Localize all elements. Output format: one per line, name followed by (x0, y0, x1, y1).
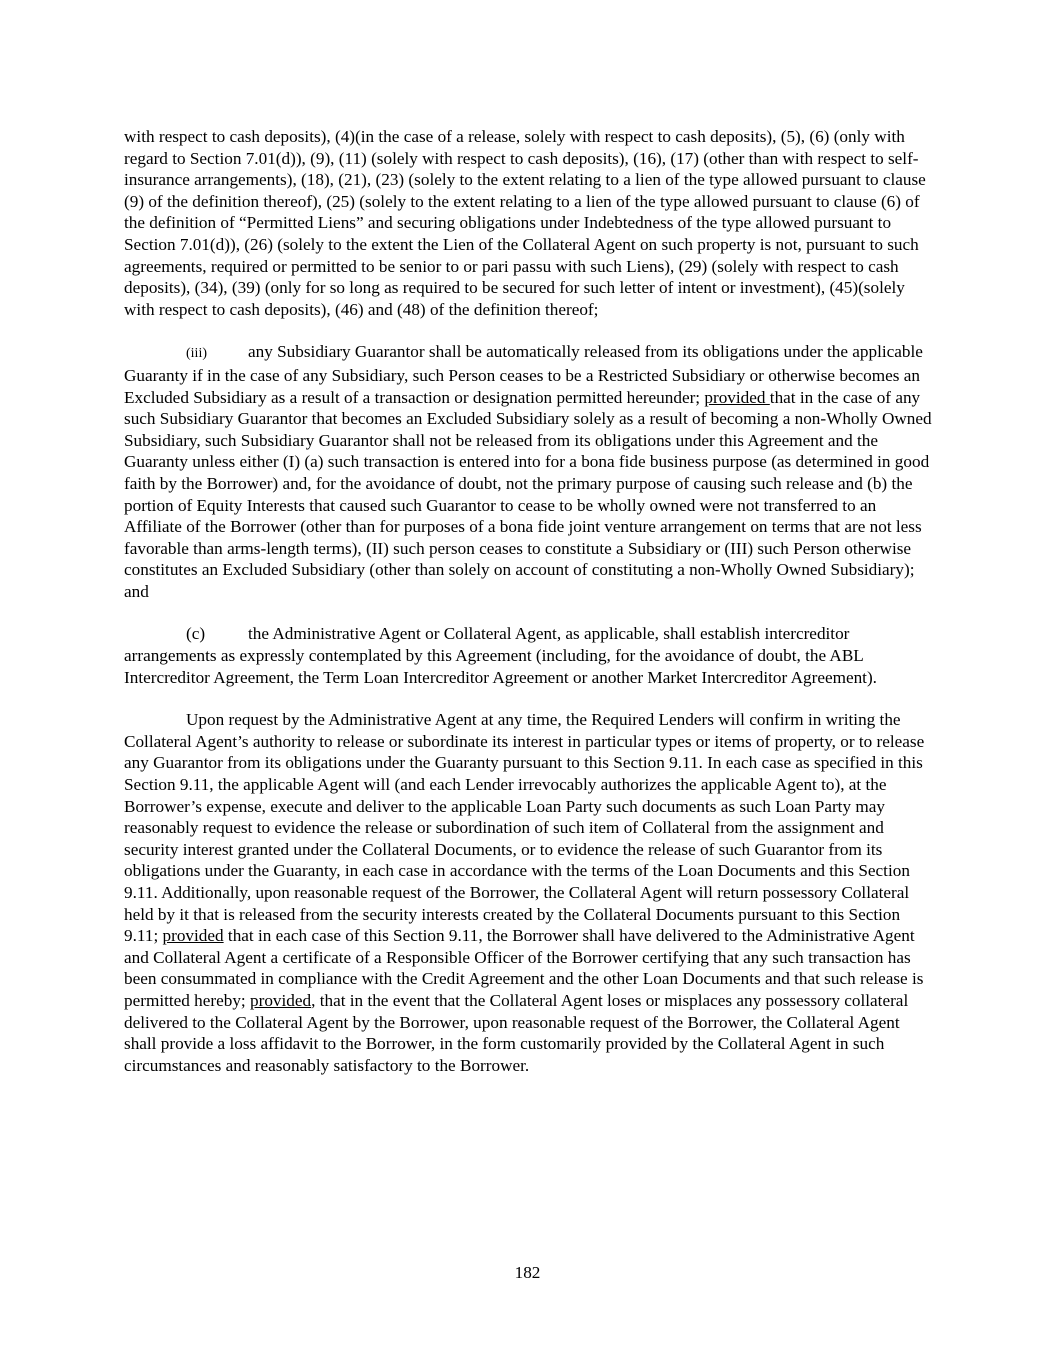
clause-number: (iii) (186, 346, 207, 362)
underlined-provided-2: provided (250, 990, 312, 1010)
clause-c (124, 623, 934, 688)
paragraph-release-confirmation (124, 709, 934, 1076)
paragraph-text-part-2: that in each case of this Section 9.11, the Borrower shall have delivered to the Administrative Agent and Collateral Agent a certificate of a Responsible Officer of the Borrower certifying that any such transaction has been consummated in compliance with the Credit Agreement and the other Loan Documents and that such release is permitted hereby; (124, 926, 924, 1010)
paragraph-text-part-3: , that in the event that the Collateral Agent loses or misplaces any possessory collateral delivered to the Collateral Agent by the Borrower, upon reasonable request of the Borrower, the Collateral Agent shall provide a loss affidavit to the Borrower, in the form customarily provided by the Collateral Agent in such circumstances and reasonably satisfactory to the Borrower. (124, 990, 909, 1075)
clause-text-part-1: any Subsidiary Guarantor shall be automatically released from its obligations under the applicable Guaranty if in the case of any Subsidiary, such Person ceases to be a Restricted Subsidiary or otherwise becomes an Excluded Subsidiary as a result of a transaction or designation permitted hereunder; (124, 342, 923, 407)
clause-iii (124, 341, 934, 602)
document-page (124, 126, 934, 1076)
paragraph-text: with respect to cash deposits), (4)(in the case of a release, solely with respect to cash deposits), (5), (6) (only with regard to Section 7.01(d)), (9), (11) (solely with respect to cash deposits), (16), (17) (other than with respect to self-insurance arrangements), (18), (21), (23) (solely to the extent relating to a lien of the type allowed pursuant to clause (9) of the definition thereof), (25) (solely to the extent relating to a lien of the type allowed pursuant to clause (6) of the definition of “Permitted Liens” and securing obligations under Indebtedness of the type allowed pursuant to Section 7.01(d)), (26) (solely to the extent the Lien of the Collateral Agent on such property is not, pursuant to such agreements, required or permitted to be senior to or pari passu with such Liens), (29) (solely with respect to cash deposits), (34), (39) (only for so long as required to be secured for such letter of intent or investment), (45)(solely with respect to cash deposits), (46) and (48) of the definition thereof; (124, 127, 926, 319)
paragraph-continuation (124, 126, 934, 320)
clause-number: (c) (186, 624, 206, 644)
underlined-provided-1: provided (162, 926, 224, 946)
paragraph-text-part-1: Upon request by the Administrative Agent at any time, the Required Lenders will confirm in writing the Collateral Agent’s authority to release or subordinate its interest in particular types or items of property, or to release any Guarantor from its obligations under the Guaranty pursuant to this Section 9.11. In each case as specified in this Section 9.11, the applicable Agent will (and each Lender irrevocably authorizes the applicable Agent to), at the Borrower’s expense, execute and deliver to the applicable Loan Party such documents as such Loan Party may reasonably request to evidence the release or subordination of such item of Collateral from the assignment and security interest granted under the Collateral Documents, or to evidence the release of such Guarantor from its obligations under the Guaranty, in each case in accordance with the terms of the Loan Documents and this Section 9.11. Additionally, upon reasonable request of the Borrower, the Collateral Agent will return possessory Collateral held by it that is released from the security interests created by the Collateral Documents pursuant to this Section 9.11; (124, 710, 925, 946)
underlined-provided: provided (704, 387, 770, 407)
clause-text: the Administrative Agent or Collateral Agent, as applicable, shall establish intercreditor arrangements as expressly contemplated by this Agreement (including, for the avoidance of doubt, the ABL Intercreditor Agreement, the Term Loan Intercreditor Agreement or another Market Intercreditor Agreement). (124, 624, 877, 687)
page-number: 182 (514, 1263, 541, 1282)
clause-text-part-2: that in the case of any such Subsidiary Guarantor that becomes an Excluded Subsidiary solely as a result of becoming a non-Wholly Owned Subsidiary, such Subsidiary Guarantor shall not be released from its obligations under this Agreement and the Guaranty unless either (I) (a) such transaction is entered into for a bona fide business purpose (as determined in good faith by the Borrower) and, for the avoidance of doubt, not the primary purpose of causing such release and (b) the portion of Equity Interests that caused such Guarantor to cease to be wholly owned were not transferred to an Affiliate of the Borrower (other than for purposes of a bona fide joint venture arrangement on terms that are not less favorable than arms-length terms), (II) such person ceases to constitute a Subsidiary or (III) such Person otherwise constitutes an Excluded Subsidiary (other than solely on account of constituting a non-Wholly Owned Subsidiary); and (124, 387, 932, 601)
